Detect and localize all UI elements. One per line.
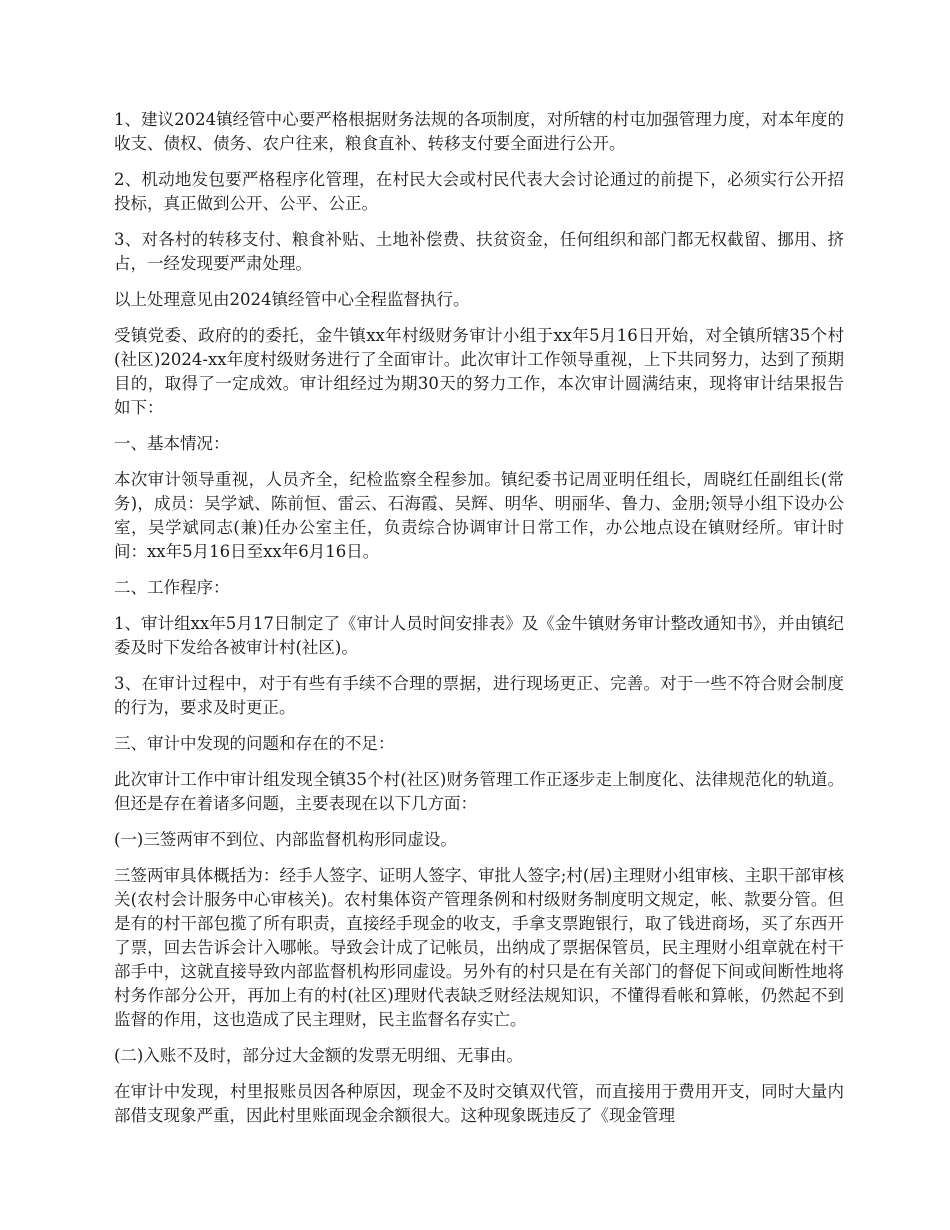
- paragraph: 此次审计工作中审计组发现全镇35个村(社区)财务管理工作正逐步走上制度化、法律规范化的轨道。但还是存在着诸多问题，主要表现在以下几方面：: [114, 770, 844, 813]
- section-heading: 一、基本情况：: [114, 434, 230, 453]
- section-heading: 二、工作程序：: [114, 578, 230, 597]
- paragraph: 1、建议2024镇经管中心要严格根据财务法规的各项制度，对所辖的村屯加强管理力度，对本年度的收支、债权、债务、农户往来，粮食直补、转移支付要全面进行公开。: [114, 110, 844, 153]
- document-page: [114, 108, 844, 1140]
- paragraph: 本次审计领导重视，人员齐全，纪检监察全程参加。镇纪委书记周亚明任组长，周晓红任副组长(常务)，成员：吴学斌、陈前恒、雷云、石海霞、吴辉、明华、明丽华、鲁力、金朋;领导小组下设办公室，吴学斌同志(兼)任办公室主任，负责综合协调审计日常工作，办公地点设在镇财经所。审计时间：xx年5月16日至xx年6月16日。: [114, 470, 844, 561]
- paragraph: 在审计中发现，村里报账员因各种原因，现金不及时交镇双代管，而直接用于费用开支，同时大量内部借支现象严重，因此村里账面现金余额很大。这种现象既违反了《现金管理: [114, 1082, 844, 1125]
- subsection-heading: (一)三签两审不到位、内部监督机构形同虚设。: [114, 830, 457, 849]
- paragraph: 2、机动地发包要严格程序化管理，在村民大会或村民代表大会讨论通过的前提下，必须实行公开招投标，真正做到公开、公平、公正。: [114, 170, 844, 213]
- section-heading: 三、审计中发现的问题和存在的不足：: [114, 734, 395, 753]
- paragraph: 3、在审计过程中，对于有些有手续不合理的票据，进行现场更正、完善。对于一些不符合财会制度的行为，要求及时更正。: [114, 674, 844, 717]
- paragraph: 1、审计组xx年5月17日制定了《审计人员时间安排表》及《金牛镇财务审计整改通知书》，并由镇纪委及时下发给各被审计村(社区)。: [114, 614, 844, 657]
- subsection-heading: (二)入账不及时，部分过大金额的发票无明细、无事由。: [114, 1046, 523, 1065]
- paragraph: 受镇党委、政府的的委托，金牛镇xx年村级财务审计小组于xx年5月16日开始，对全镇所辖35个村(社区)2024-xx年度村级财务进行了全面审计。此次审计工作领导重视，上下共同努力，达到了预期目的，取得了一定成效。审计组经过为期30天的努力工作，本次审计圆满结束，现将审计结果报告如下：: [114, 326, 844, 417]
- paragraph: 3、对各村的转移支付、粮食补贴、土地补偿费、扶贫资金，任何组织和部门都无权截留、挪用、挤占，一经发现要严肃处理。: [114, 230, 844, 273]
- paragraph: 以上处理意见由2024镇经管中心全程监督执行。: [114, 290, 470, 309]
- paragraph: 三签两审具体概括为：经手人签字、证明人签字、审批人签字;村(居)主理财小组审核、主职干部审核关(农村会计服务中心审核关)。农村集体资产管理条例和村级财务制度明文规定，帐、款要分管。但是有的村干部包揽了所有职责，直接经手现金的收支，手拿支票跑银行，取了钱进商场，买了东西开了票，回去告诉会计入哪帐。导致会计成了记帐员，出纳成了票据保管员，民主理财小组章就在村干部手中，这就直接导致内部监督机构形同虚设。另外有的村只是在有关部门的督促下间或间断性地将村务作部分公开，再加上有的村(社区)理财代表缺乏财经法规知识，不懂得看帐和算帐，仍然起不到监督的作用，这也造成了民主理财，民主监督名存实亡。: [114, 866, 844, 1029]
